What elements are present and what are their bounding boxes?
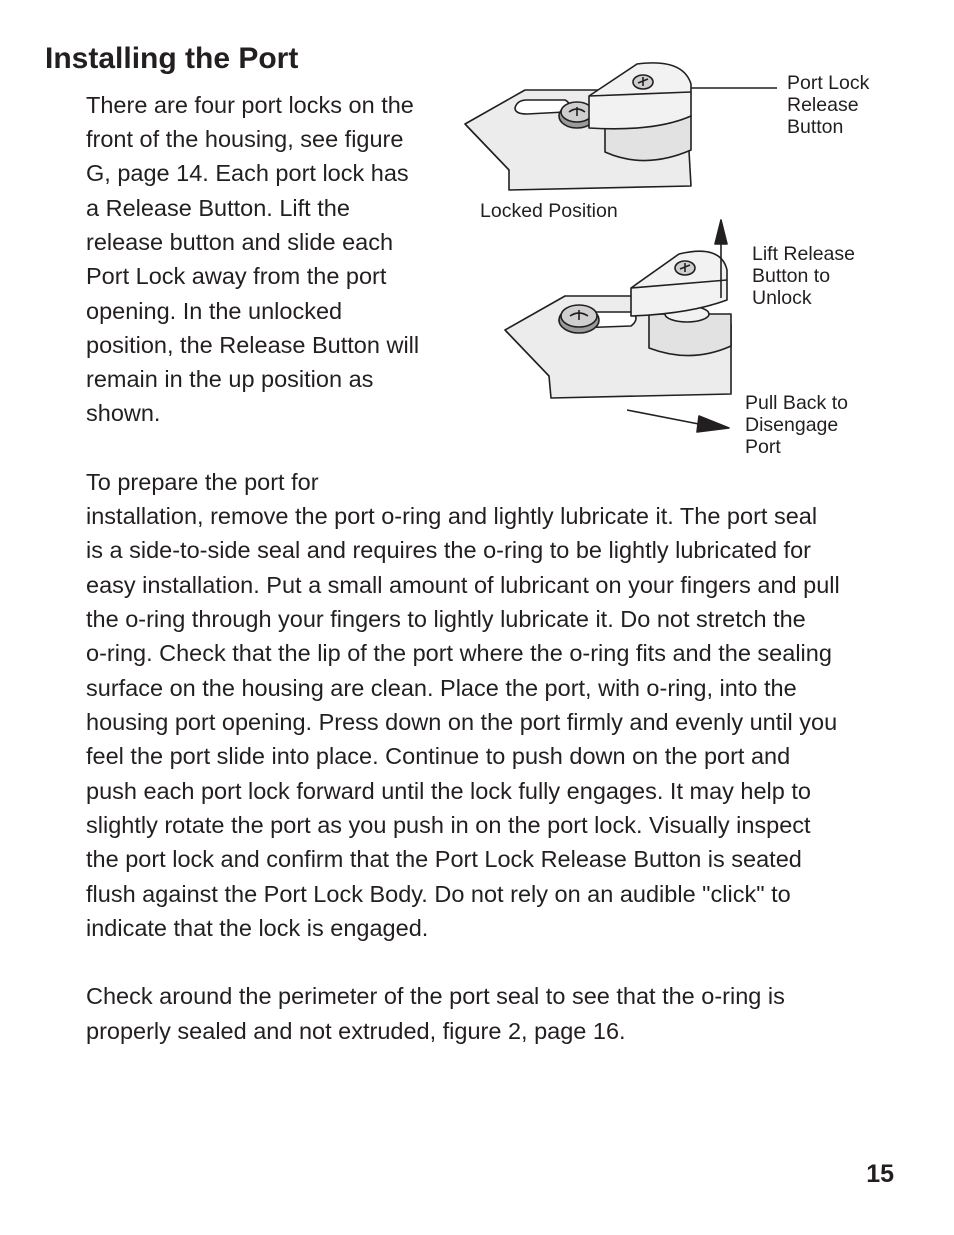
callout-line: Lift Release <box>752 243 855 265</box>
paragraph1-line: position, the Release Button will <box>86 332 420 358</box>
callout-lift-release <box>752 243 855 309</box>
paragraph2-line: housing port opening. Press down on the port firmly and evenly until you <box>86 709 838 735</box>
paragraph3-line: properly sealed and not extruded, figure 2, page 16. <box>86 1018 626 1044</box>
paragraph1-line: shown. <box>86 400 161 426</box>
paragraph2-line: is a side-to-side seal and requires the o-ring to be lightly lubricated for <box>86 537 811 563</box>
paragraph2-line: surface on the housing are clean. Place the port, with o-ring, into the <box>86 675 797 701</box>
paragraph2-line: the port lock and confirm that the Port Lock Release Button is seated <box>86 846 802 872</box>
page-title: Installing the Port <box>45 42 299 75</box>
callout-line: Locked Position <box>480 200 618 222</box>
page-number: 15 <box>866 1160 894 1188</box>
paragraph1-line: G, page 14. Each port lock has <box>86 160 409 186</box>
paragraph3-line: Check around the perimeter of the port seal to see that the o-ring is <box>86 983 785 1009</box>
callout-line: Button to <box>752 265 831 287</box>
paragraph2-line: indicate that the lock is engaged. <box>86 915 429 941</box>
paragraph2-line: slightly rotate the port as you push in on the port lock. Visually inspect <box>86 812 811 838</box>
paragraph2-line: installation, remove the port o-ring and lightly lubricate it. The port seal <box>86 503 818 529</box>
paragraph2-line: o-ring. Check that the lip of the port where the o-ring fits and the sealing <box>86 640 832 666</box>
paragraph1-line: There are four port locks on the <box>86 92 414 118</box>
paragraph1-line: release button and slide each <box>86 229 394 255</box>
paragraph1-line: Port Lock away from the port <box>86 263 387 289</box>
callout-line: Pull Back to <box>745 392 848 414</box>
callout-line: Disengage <box>745 414 839 436</box>
callout-locked-position <box>480 200 618 222</box>
paragraph1-line: front of the housing, see figure <box>86 126 404 152</box>
paragraph2-line: push each port lock forward until the lock fully engages. It may help to <box>86 778 811 804</box>
callout-pull-back <box>745 392 848 458</box>
paragraph2-line: the o-ring through your fingers to lightly lubricate it. Do not stretch the <box>86 606 806 632</box>
paragraph1-line: a Release Button. Lift the <box>86 195 350 221</box>
callout-port-lock-release-button <box>787 72 869 138</box>
callout-line: Port <box>745 436 781 458</box>
paragraph1-line: opening. In the unlocked <box>86 298 343 324</box>
callout-line: Button <box>787 116 844 138</box>
paragraph2-line: flush against the Port Lock Body. Do not rely on an audible "click" to <box>86 881 791 907</box>
paragraph1-line: remain in the up position as <box>86 366 374 392</box>
callout-line: Port Lock <box>787 72 870 94</box>
paragraph2-line: easy installation. Put a small amount of lubricant on your fingers and pull <box>86 572 840 598</box>
pull-back-arrow <box>627 410 709 426</box>
callout-line: Release <box>787 94 859 116</box>
paragraph2-line: feel the port slide into place. Continue to push down on the port and <box>86 743 791 769</box>
paragraph2-line: To prepare the port for <box>86 469 319 495</box>
port-lock-illustration <box>455 52 755 442</box>
callout-line: Unlock <box>752 287 812 309</box>
